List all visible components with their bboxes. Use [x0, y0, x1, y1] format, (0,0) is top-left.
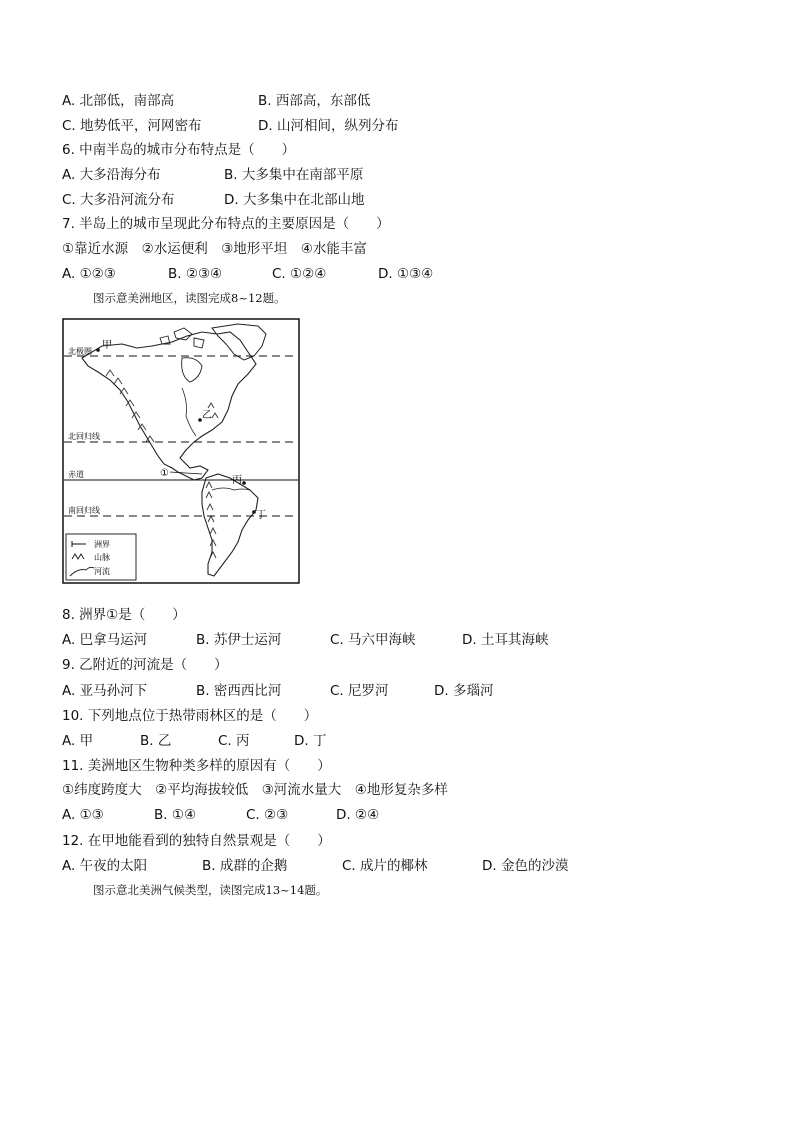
marker-ding: 丁 — [256, 510, 266, 521]
label-arctic-circle: 北极圈 — [68, 347, 92, 356]
q8-option-b: B. 苏伊士运河 — [196, 632, 282, 648]
q9-option-d: D. 多瑙河 — [434, 683, 494, 699]
q7-option-a: A. ①②③ — [62, 266, 116, 282]
q6-option-c: C. 大多沿河流分布 — [62, 192, 175, 208]
q12-option-a: A. 午夜的太阳 — [62, 858, 148, 874]
legend-mountain: 山脉 — [94, 553, 110, 562]
q12-option-b: B. 成群的企鹅 — [202, 858, 288, 874]
marker-jia: 甲 — [102, 340, 112, 351]
map-intro: 图示意美洲地区，读图完成8~12题。 — [93, 291, 286, 305]
q11-option-a: A. ①③ — [62, 807, 104, 823]
label-tropic-cancer: 北回归线 — [68, 432, 100, 441]
q10-option-a: A. 甲 — [62, 733, 94, 749]
label-tropic-capricorn: 南回归线 — [68, 506, 100, 515]
q8-stem: 8. 洲界①是（ ） — [62, 607, 186, 623]
q7-option-c: C. ①②④ — [272, 266, 327, 282]
marker-1: ① — [160, 468, 169, 479]
q6-option-d: D. 大多集中在北部山地 — [224, 192, 365, 208]
q10-stem: 10. 下列地点位于热带雨林区的是（ ） — [62, 708, 318, 724]
q9-option-a: A. 亚马孙河下 — [62, 683, 148, 699]
q5-option-b: B. 西部高，东部低 — [258, 93, 371, 109]
q5-option-c: C. 地势低平，河网密布 — [62, 118, 202, 134]
q6-option-b: B. 大多集中在南部平原 — [224, 167, 364, 183]
q8-option-a: A. 巴拿马运河 — [62, 632, 148, 648]
marker-bing: 丙 — [232, 475, 242, 486]
q7-option-d: D. ①③④ — [378, 266, 434, 282]
q7-items: ①靠近水源 ②水运便利 ③地形平坦 ④水能丰富 — [62, 241, 367, 257]
q10-option-c: C. 丙 — [218, 733, 250, 749]
q7-option-b: B. ②③④ — [168, 266, 223, 282]
q9-option-b: B. 密西西比河 — [196, 683, 282, 699]
americas-map — [62, 318, 300, 584]
q11-option-c: C. ②③ — [246, 807, 289, 823]
q7-stem: 7. 半岛上的城市呈现此分布特点的主要原因是（ ） — [62, 216, 390, 232]
q12-stem: 12. 在甲地能看到的独特自然景观是（ ） — [62, 833, 331, 849]
q6-stem: 6. 中南半岛的城市分布特点是（ ） — [62, 142, 296, 158]
q11-option-d: D. ②④ — [336, 807, 380, 823]
legend-river: 河流 — [94, 567, 110, 576]
q6-option-a: A. 大多沿海分布 — [62, 167, 161, 183]
marker-yi: 乙 — [202, 410, 212, 421]
q12-option-d: D. 金色的沙漠 — [482, 858, 569, 874]
q11-option-b: B. ①④ — [154, 807, 197, 823]
q8-option-d: D. 土耳其海峡 — [462, 632, 549, 648]
climate-intro: 图示意北美洲气候类型，读图完成13~14题。 — [93, 883, 328, 897]
q12-option-c: C. 成片的椰林 — [342, 858, 428, 874]
q5-option-d: D. 山河相间，纵列分布 — [258, 118, 399, 134]
q8-option-c: C. 马六甲海峡 — [330, 632, 416, 648]
q11-stem: 11. 美洲地区生物种类多样的原因有（ ） — [62, 758, 331, 774]
label-equator: 赤道 — [68, 470, 84, 479]
q9-stem: 9. 乙附近的河流是（ ） — [62, 657, 228, 673]
q9-option-c: C. 尼罗河 — [330, 683, 389, 699]
legend-boundary: 洲界 — [94, 540, 110, 549]
q11-items: ①纬度跨度大 ②平均海拔较低 ③河流水量大 ④地形复杂多样 — [62, 782, 448, 798]
q10-option-b: B. 乙 — [140, 733, 172, 749]
q10-option-d: D. 丁 — [294, 733, 327, 749]
q5-option-a: A. 北部低，南部高 — [62, 93, 175, 109]
